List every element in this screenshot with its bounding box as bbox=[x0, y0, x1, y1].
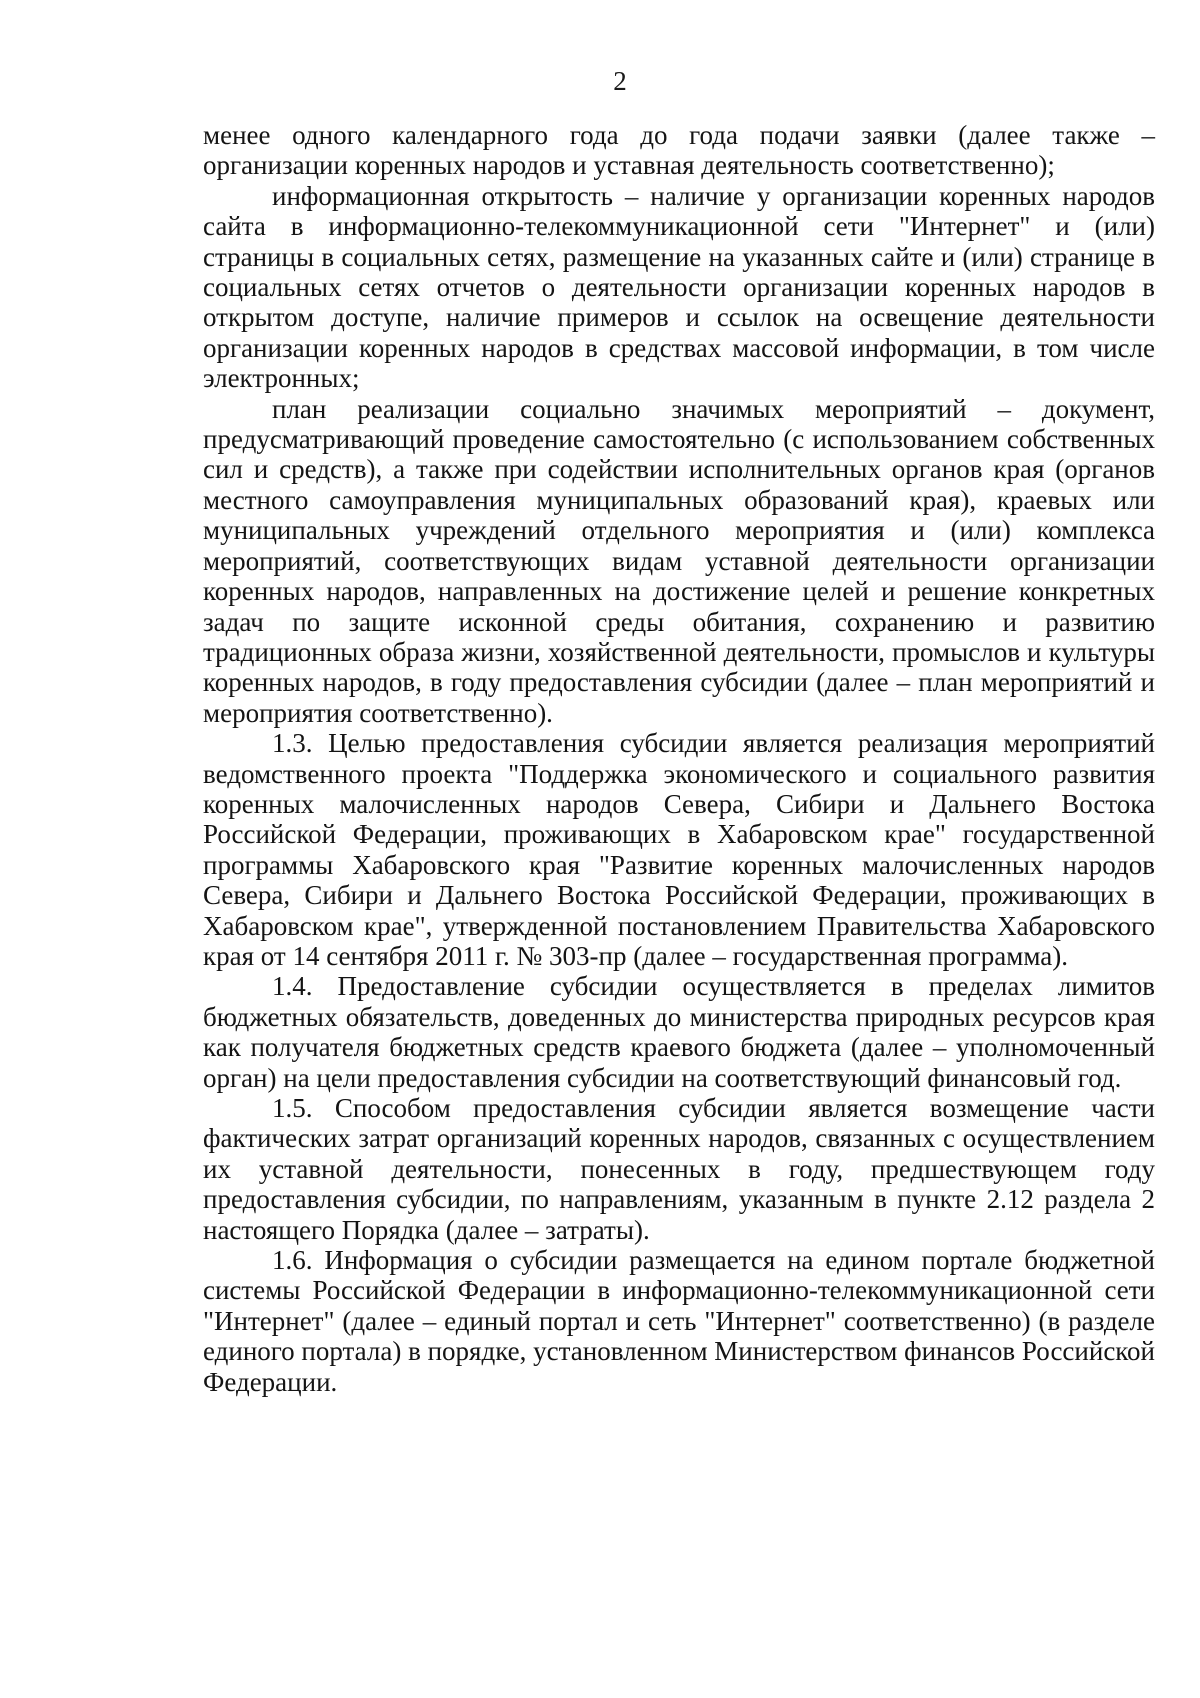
paragraph-events-plan: план реализации социально значимых мероприятий – документ, предусматривающий проведение самостоятельно (с использованием собственных сил и средств), а также при содействии исполнительных органов края (органов местного самоуправления муниципальных образований края), краевых или муниципальных учреждений отдельного мероприятия и (или) комплекса мероприятий, соответствующих видам уставной деятельности организации коренных народов, направленных на достижение целей и решение конкретных задач по защите исконной среды обитания, сохранению и развитию традиционных образа жизни, хозяйственной деятельности, промыслов и культуры коренных народов, в году предоставления субсидии (далее – план мероприятий и мероприятия соответственно). bbox=[203, 393, 1155, 728]
paragraph-1-3: 1.3. Целью предоставления субсидии является реализация мероприятий ведомственного проекта "Поддержка экономического и социального развития коренных малочисленных народов Севера, Сибири и Дальнего Востока Российской Федерации, проживающих в Хабаровском крае" государственной программы Хабаровского края "Развитие коренных малочисленных народов Севера, Сибири и Дальнего Востока Российской Федерации, проживающих в Хабаровском крае", утвержденной постановлением Правительства Хабаровского края от 14 сентября 2011 г. № 303-пр (далее – государственная программа). bbox=[203, 728, 1155, 971]
paragraph-1-5: 1.5. Способом предоставления субсидии является возмещение части фактических затрат организаций коренных народов, связанных с осуществлением их уставной деятельности, понесенных в году, предшествующем году предоставления субсидии, по направлениям, указанным в пункте 2.12 раздела 2 настоящего Порядка (далее – затраты). bbox=[203, 1093, 1155, 1245]
page-number: 2 bbox=[613, 66, 627, 96]
document-body bbox=[203, 120, 1155, 1397]
paragraph-1-4: 1.4. Предоставление субсидии осуществляется в пределах лимитов бюджетных обязательств, доведенных до министерства природных ресурсов края как получателя бюджетных средств краевого бюджета (далее – уполномоченный орган) на цели предоставления субсидии на соответствующий финансовый год. bbox=[203, 971, 1155, 1093]
paragraph-information-openness: информационная открытость – наличие у организации коренных народов сайта в информационно-телекоммуникационной сети "Интернет" и (или) страницы в социальных сетях, размещение на указанных сайте и (или) странице в социальных сетях отчетов о деятельности организации коренных народов в открытом доступе, наличие примеров и ссылок на освещение деятельности организации коренных народов в средствах массовой информации, в том числе электронных; bbox=[203, 180, 1155, 394]
paragraph-continuation: менее одного календарного года до года подачи заявки (далее также – организации коренных народов и уставная деятельность соответственно); bbox=[203, 120, 1155, 181]
paragraph-1-6: 1.6. Информация о субсидии размещается на едином портале бюджетной системы Российской Федерации в информационно-телекоммуникационной сети "Интернет" (далее – единый портал и сеть "Интернет" соответственно) (в разделе единого портала) в порядке, установленном Министерством финансов Российской Федерации. bbox=[203, 1245, 1155, 1397]
